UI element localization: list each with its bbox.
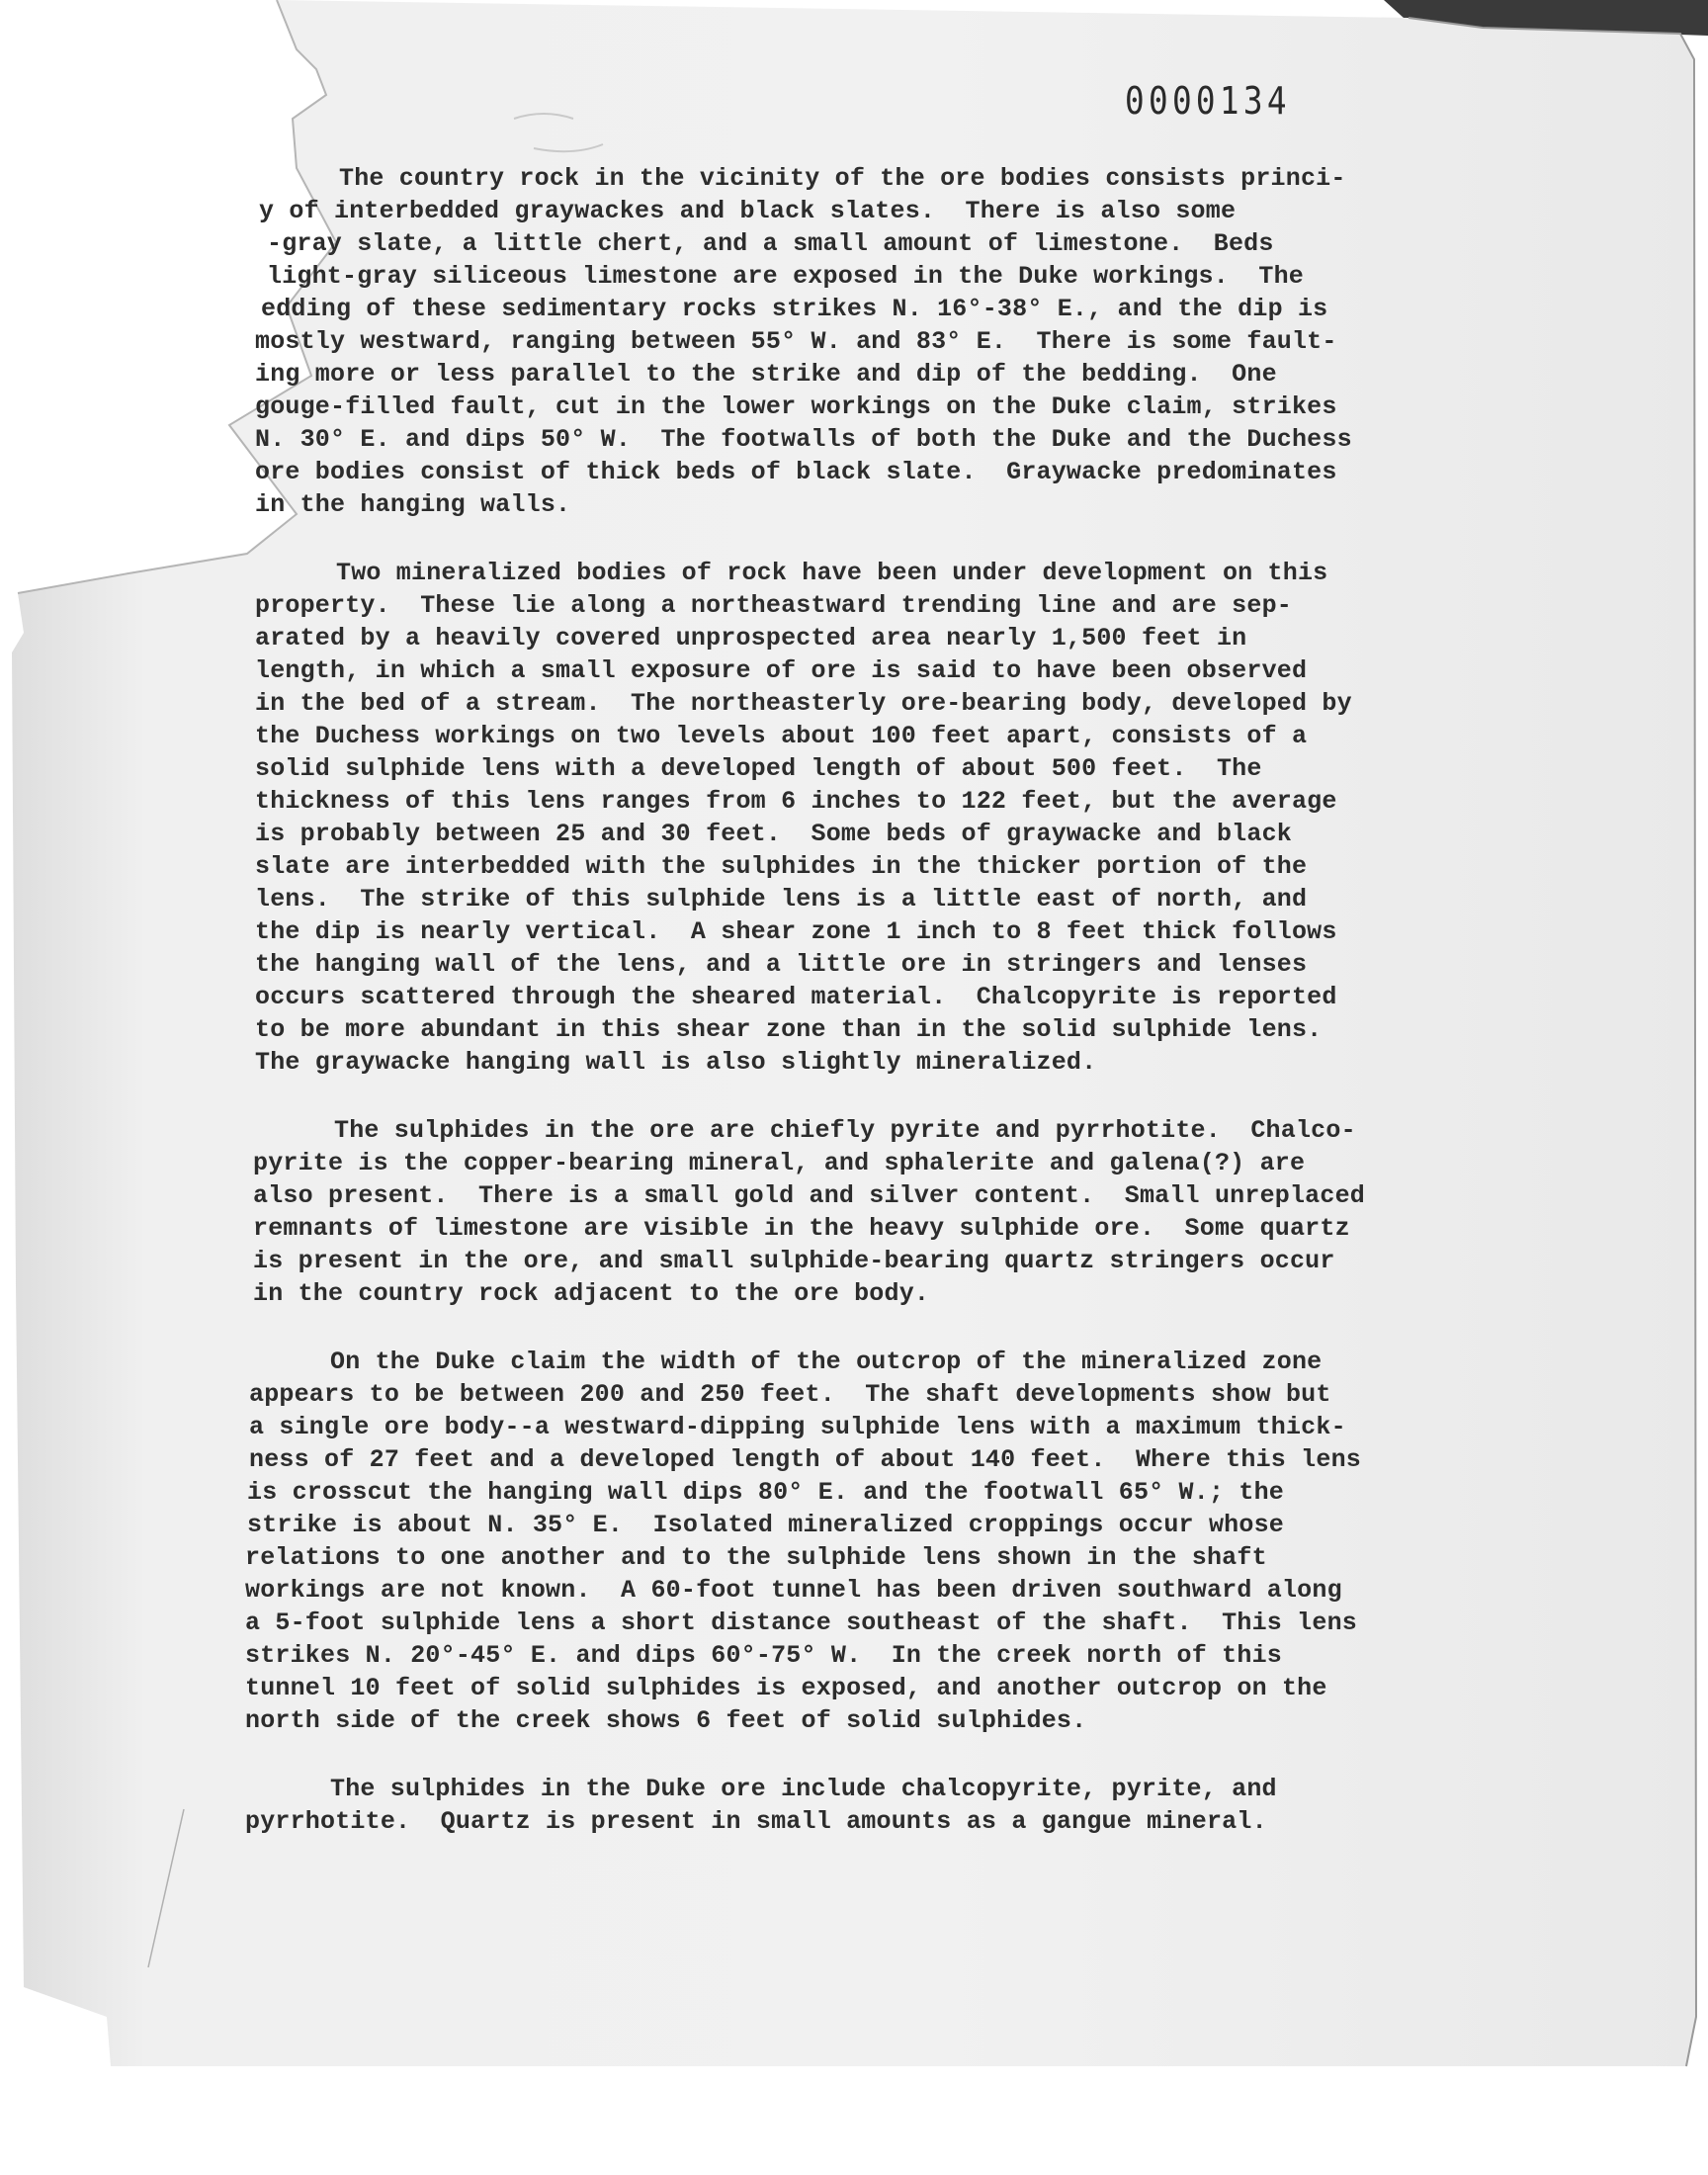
text-line: mostly westward, ranging between 55° W. and 83° E. There is some fault- [255,327,1337,356]
text-line: ness of 27 feet and a developed length of about 140 feet. Where this lens [249,1445,1361,1474]
text-line: ing more or less parallel to the strike and dip of the bedding. One [255,360,1277,389]
text-line: the dip is nearly vertical. A shear zone 1 inch to 8 feet thick follows [255,917,1337,946]
text-line: The country rock in the vicinity of the ore bodies consists princi- [339,164,1346,193]
text-line: a 5-foot sulphide lens a short distance southeast of the shaft. This lens [245,1609,1357,1637]
text-line: Two mineralized bodies of rock have been under development on this [336,559,1328,587]
text-line: edding of these sedimentary rocks strikes N. 16°-38° E., and the dip is [261,295,1328,323]
text-line: north side of the creek shows 6 feet of solid sulphides. [245,1706,1087,1735]
text-line: light-gray siliceous limestone are exposed in the Duke workings. The [267,262,1304,291]
text-line: the hanging wall of the lens, and a little ore in stringers and lenses [255,950,1308,979]
text-line: in the bed of a stream. The northeasterly ore-bearing body, developed by [255,689,1352,718]
text-line: remnants of limestone are visible in the heavy sulphide ore. Some quartz [253,1214,1350,1243]
text-line: length, in which a small exposure of ore is said to have been observed [255,656,1308,685]
text-line: pyrrhotite. Quartz is present in small amounts as a gangue mineral. [245,1807,1267,1836]
text-line: The sulphides in the ore are chiefly pyrite and pyrrhotite. Chalco- [334,1116,1356,1145]
text-line: relations to one another and to the sulphide lens shown in the shaft [245,1543,1267,1572]
text-line: lens. The strike of this sulphide lens is a little east of north, and [255,885,1308,914]
text-line: thickness of this lens ranges from 6 inches to 122 feet, but the average [255,787,1337,816]
text-line: the Duchess workings on two levels about 100 feet apart, consists of a [255,722,1308,750]
text-line: tunnel 10 feet of solid sulphides is exposed, and another outcrop on the [245,1674,1327,1702]
text-line: strike is about N. 35° E. Isolated mineralized croppings occur whose [247,1511,1284,1539]
text-line: a single ore body--a westward-dipping sulphide lens with a maximum thick- [249,1413,1346,1441]
text-line: -gray slate, a little chert, and a small amount of limestone. Beds [267,229,1274,258]
text-line: also present. There is a small gold and silver content. Small unreplaced [253,1181,1365,1210]
text-line: On the Duke claim the width of the outcrop of the mineralized zone [330,1348,1323,1376]
text-line: ore bodies consist of thick beds of black slate. Graywacke predominates [255,458,1337,486]
text-line: N. 30° E. and dips 50° W. The footwalls of both the Duke and the Duchess [255,425,1352,454]
text-line: occurs scattered through the sheared material. Chalcopyrite is reported [255,983,1337,1011]
text-line: The sulphides in the Duke ore include chalcopyrite, pyrite, and [330,1775,1277,1803]
text-line: in the country rock adjacent to the ore body. [253,1279,930,1308]
text-line: arated by a heavily covered unprospected area nearly 1,500 feet in [255,624,1247,652]
text-line: appears to be between 200 and 250 feet. The shaft developments show but [249,1380,1331,1409]
text-line: slate are interbedded with the sulphides in the thicker portion of the [255,852,1308,881]
text-line: property. These lie along a northeastward trending line and are sep- [255,591,1292,620]
text-line: The graywacke hanging wall is also slightly mineralized. [255,1048,1097,1077]
text-line: to be more abundant in this shear zone than in the solid sulphide lens. [255,1015,1323,1044]
text-line: strikes N. 20°-45° E. and dips 60°-75° W. In the creek north of this [245,1641,1282,1670]
text-line: gouge-filled fault, cut in the lower workings on the Duke claim, strikes [255,392,1337,421]
text-line: in the hanging walls. [255,490,571,519]
text-line: is probably between 25 and 30 feet. Some beds of graywacke and black [255,820,1292,848]
text-line: is crosscut the hanging wall dips 80° E. and the footwall 65° W.; the [247,1478,1284,1507]
text-line: workings are not known. A 60-foot tunnel has been driven southward along [245,1576,1342,1605]
text-line: is present in the ore, and small sulphide-bearing quartz stringers occur [253,1247,1335,1275]
text-line: pyrite is the copper-bearing mineral, and sphalerite and galena(?) are [253,1149,1306,1177]
document-number: 0000134 [1125,79,1291,123]
text-line: y of interbedded graywackes and black slates. There is also some [259,197,1237,225]
text-line: solid sulphide lens with a developed length of about 500 feet. The [255,754,1262,783]
